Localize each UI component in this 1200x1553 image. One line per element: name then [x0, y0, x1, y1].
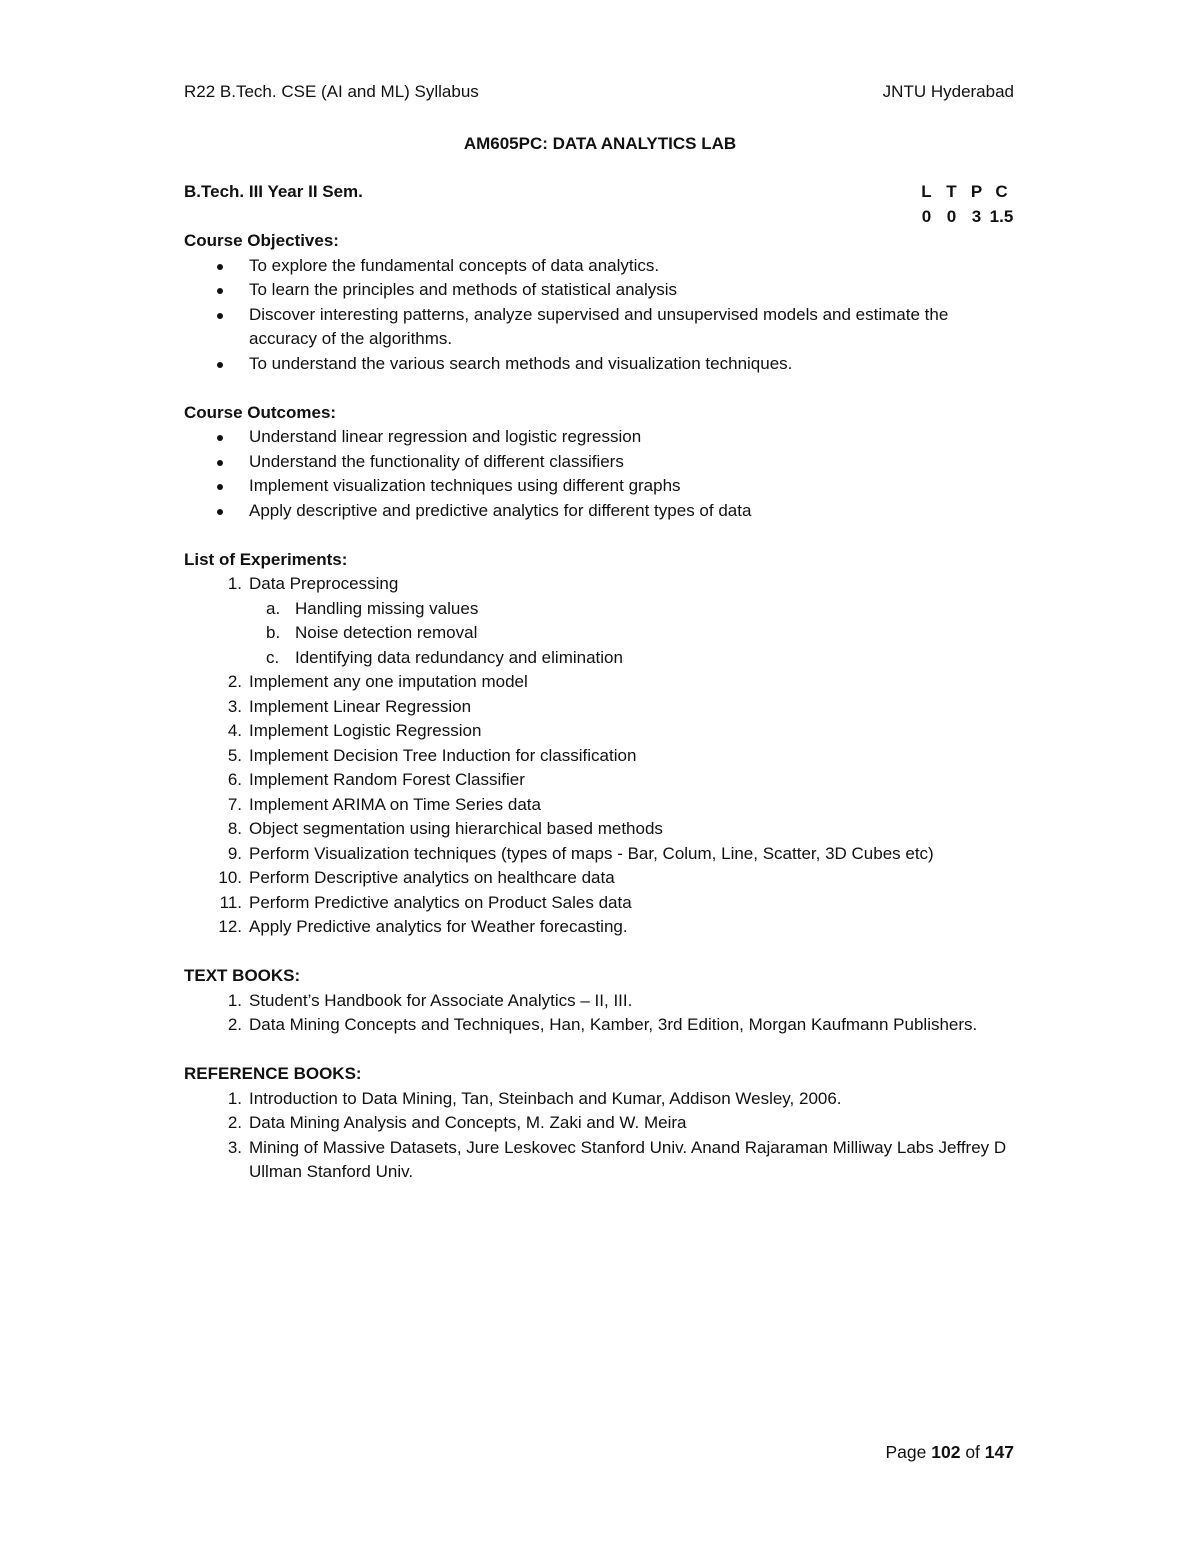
list-item: [184, 1087, 1014, 1112]
sub-item-letter: b.: [266, 623, 281, 642]
item-text: Implement Random Forest Classifier: [249, 770, 525, 789]
list-item: [184, 842, 1014, 867]
current-page: 102: [931, 1442, 961, 1462]
list-item: [184, 719, 1014, 744]
list-item: [184, 1136, 1014, 1185]
list-item: Understand linear regression and logistic regression: [184, 425, 1014, 450]
experiments-heading: List of Experiments:: [184, 549, 348, 569]
ltpc-value-t: 0: [946, 206, 957, 226]
item-number: 3.: [227, 696, 242, 716]
document-body: [184, 180, 1014, 1185]
item-text: Apply Predictive analytics for Weather forecasting.: [249, 917, 628, 936]
item-number: 10.: [218, 868, 242, 887]
item-text: Implement any one imputation model: [249, 672, 528, 691]
item-text: Mining of Massive Datasets, Jure Leskovec Stanford Univ. Anand Rajaraman Milliway Labs Jeffrey D Ullman Stanford Univ.: [249, 1137, 1007, 1181]
item-number: 1.: [227, 1088, 242, 1108]
objectives-heading: Course Objectives:: [184, 231, 339, 250]
item-text: Data Mining Concepts and Techniques, Han, Kamber, 3rd Edition, Morgan Kaufmann Publishers.: [249, 1015, 978, 1034]
list-item: [184, 768, 1014, 793]
item-text: Implement Decision Tree Induction for classification: [249, 745, 637, 765]
sub-item-text: Noise detection removal: [295, 623, 478, 642]
sub-list: [249, 597, 1014, 671]
experiments-list: [184, 572, 1014, 940]
list-item: [184, 1111, 1014, 1136]
item-number: 8.: [227, 819, 242, 838]
ltpc-label-t: T: [946, 182, 957, 201]
list-item: To learn the principles and methods of statistical analysis: [184, 278, 1014, 303]
references-heading: REFERENCE BOOKS:: [184, 1064, 362, 1083]
item-text: Perform Predictive analytics on Product Sales data: [249, 892, 632, 912]
item-text: Introduction to Data Mining, Tan, Steinbach and Kumar, Addison Wesley, 2006.: [249, 1088, 842, 1108]
sub-item: [249, 646, 1014, 671]
textbooks-heading: TEXT BOOKS:: [184, 966, 301, 985]
item-number: 4.: [227, 721, 242, 740]
item-number: 2.: [227, 672, 242, 691]
item-number: 1.: [227, 990, 242, 1010]
ltpc-values: [914, 205, 1014, 230]
ltpc-values-row: [184, 205, 1014, 230]
list-item: [184, 915, 1014, 940]
sub-item-letter: a.: [266, 598, 281, 618]
page-prefix: Page: [885, 1442, 927, 1462]
list-item: To explore the fundamental concepts of data analytics.: [184, 254, 1014, 279]
sub-item: [249, 597, 1014, 622]
item-text: Student’s Handbook for Associate Analytics – II, III.: [249, 990, 633, 1010]
item-number: 1.: [227, 574, 242, 593]
header-right: JNTU Hyderabad: [882, 82, 1014, 101]
list-item: Understand the functionality of different classifiers: [184, 450, 1014, 475]
list-item: Discover interesting patterns, analyze supervised and unsupervised models and estimate the accuracy of the algorithms.: [184, 303, 1014, 352]
item-number: 5.: [227, 745, 242, 765]
sub-item-text: Handling missing values: [295, 598, 479, 618]
references-list: [184, 1087, 1014, 1185]
list-item: [184, 891, 1014, 916]
list-item: [184, 989, 1014, 1014]
ltpc-label-p: P: [970, 182, 983, 201]
list-item: [184, 744, 1014, 769]
item-text: Implement Linear Regression: [249, 696, 472, 716]
item-number: 6.: [227, 770, 242, 789]
ltpc-labels: [914, 180, 1014, 205]
total-pages: 147: [984, 1442, 1014, 1462]
item-number: 7.: [227, 794, 242, 814]
item-text: Perform Descriptive analytics on healthcare data: [249, 868, 615, 887]
item-text: Implement ARIMA on Time Series data: [249, 794, 541, 814]
list-item: [184, 695, 1014, 720]
list-item: [184, 866, 1014, 891]
item-number: 2.: [227, 1015, 242, 1034]
list-item: [184, 572, 1014, 670]
objectives-list: [184, 254, 1014, 377]
ltpc-value-p: 3: [971, 206, 982, 226]
item-text: Data Preprocessing: [249, 574, 399, 593]
list-item: [184, 670, 1014, 695]
page-title: AM605PC: DATA ANALYTICS LAB: [463, 134, 737, 153]
page-number: [885, 1440, 1014, 1465]
sub-item-letter: c.: [266, 647, 280, 667]
item-text: Perform Visualization techniques (types of maps - Bar, Colum, Line, Scatter, 3D Cubes etc): [249, 843, 934, 863]
semester-label: B.Tech. III Year II Sem.: [184, 182, 363, 201]
item-number: 3.: [227, 1137, 242, 1157]
item-text: Implement Logistic Regression: [249, 721, 482, 740]
ltpc-label-c: C: [995, 182, 1008, 201]
header-left: R22 B.Tech. CSE (AI and ML) Syllabus: [184, 82, 479, 101]
list-item: Apply descriptive and predictive analytics for different types of data: [184, 499, 1014, 524]
item-text: Object segmentation using hierarchical based methods: [249, 819, 663, 838]
item-number: 11.: [219, 892, 242, 912]
page-of: of: [965, 1442, 980, 1462]
item-number: 12.: [218, 917, 242, 936]
ltpc-value-l: 0: [921, 206, 932, 226]
list-item: [184, 817, 1014, 842]
list-item: [184, 793, 1014, 818]
list-item: [184, 1013, 1014, 1038]
item-number: 9.: [227, 843, 242, 863]
semester-row: [184, 180, 1014, 205]
outcomes-heading: Course Outcomes:: [184, 402, 337, 422]
list-item: Implement visualization techniques using different graphs: [184, 474, 1014, 499]
ltpc-label-l: L: [921, 182, 932, 201]
textbooks-list: [184, 989, 1014, 1038]
sub-item: [249, 621, 1014, 646]
list-item: To understand the various search methods and visualization techniques.: [184, 352, 1014, 377]
ltpc-value-c: 1.5: [989, 206, 1014, 226]
outcomes-list: [184, 425, 1014, 523]
sub-item-text: Identifying data redundancy and elimination: [295, 647, 623, 667]
item-text: Data Mining Analysis and Concepts, M. Zaki and W. Meira: [249, 1113, 687, 1132]
item-number: 2.: [227, 1113, 242, 1132]
